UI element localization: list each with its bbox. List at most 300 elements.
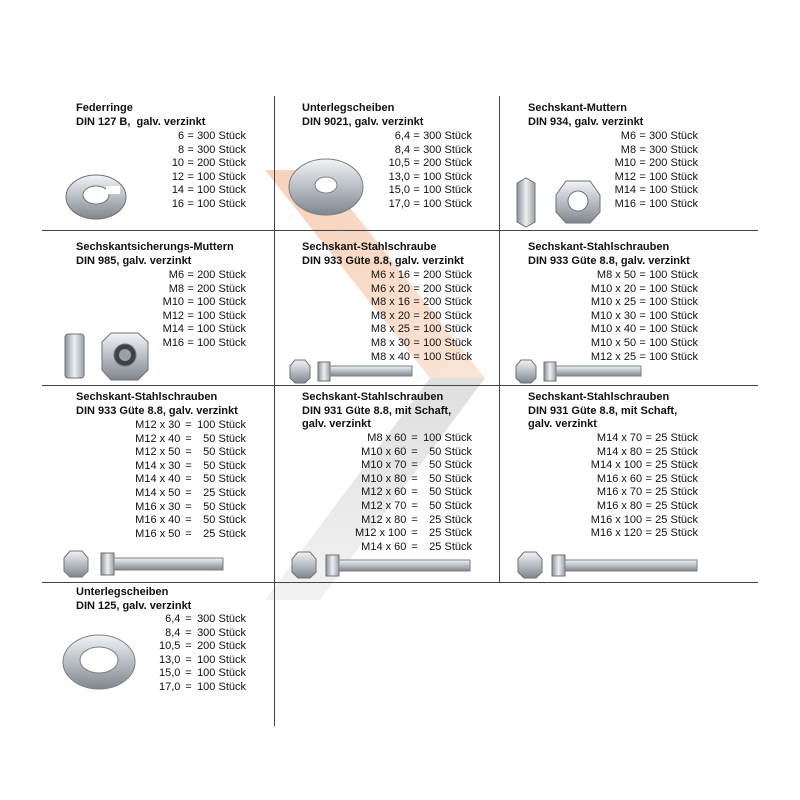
quantity-value: 100	[197, 170, 216, 183]
quantity-value: 100	[197, 309, 216, 322]
product-title	[76, 102, 205, 129]
quantity-row	[172, 184, 246, 198]
unit-label: Stück	[218, 432, 246, 445]
quantity-value: 200	[197, 640, 216, 653]
quantity-value: 25	[655, 486, 668, 499]
unit-label: Stück	[218, 653, 246, 666]
size-value: M16 x 100	[590, 513, 643, 526]
product-title	[528, 102, 643, 129]
quantity-row	[172, 144, 246, 158]
quantity-row	[159, 654, 246, 668]
quantity-list	[355, 432, 472, 554]
product-title-line: Sechskantsicherungs-Muttern	[76, 241, 234, 253]
quantity-value: 25	[655, 472, 668, 485]
unit-label: Stück	[444, 432, 472, 444]
quantity-row	[389, 144, 472, 158]
size-value: M14 x 70	[596, 432, 643, 444]
equals-sign: =	[187, 323, 194, 336]
unit-label: Stück	[670, 157, 698, 170]
shank-bolt-icon	[518, 552, 697, 578]
size-value: M12 x 25	[590, 350, 637, 363]
size-value: M14 x 40	[135, 473, 181, 486]
unit-label: Stück	[444, 540, 472, 553]
quantity-value: 100	[197, 680, 216, 693]
equals-sign: =	[185, 640, 192, 653]
quantity-value: 100	[197, 197, 216, 210]
equals-sign: =	[413, 143, 420, 156]
unit-label: Stück	[218, 130, 246, 142]
quantity-value: 25	[655, 459, 668, 472]
quantity-row	[615, 184, 698, 198]
quantity-row	[371, 283, 472, 297]
quantity-row	[135, 473, 246, 487]
quantity-value: 100	[423, 197, 442, 210]
product-title	[528, 241, 690, 268]
size-value: M14 x 100	[590, 459, 643, 472]
quantity-row	[591, 283, 698, 297]
quantity-value: 100	[649, 269, 668, 281]
size-value: M16 x 120	[590, 527, 643, 540]
equals-sign: =	[187, 184, 194, 197]
unit-label: Stück	[444, 472, 472, 485]
size-value: 17,0	[388, 197, 411, 210]
unit-label: Stück	[218, 640, 246, 653]
quantity-value: 50	[429, 445, 442, 458]
unit-label: Stück	[444, 184, 472, 197]
unit-label: Stück	[218, 282, 246, 295]
quantity-row	[163, 283, 246, 297]
quantity-row	[591, 500, 698, 514]
size-value: M10	[162, 296, 185, 309]
size-value: 8,4	[394, 143, 411, 156]
equals-sign: =	[187, 269, 194, 281]
quantity-value: 100	[197, 184, 216, 197]
quantity-row	[355, 500, 472, 514]
unit-label: Stück	[218, 667, 246, 680]
equals-sign: =	[185, 613, 192, 625]
size-value: M10 x 50	[590, 336, 637, 349]
quantity-row	[591, 337, 698, 351]
large-flat-washer-icon	[289, 159, 363, 215]
quantity-row	[135, 487, 246, 501]
quantity-row	[355, 527, 472, 541]
quantity-value: 300	[423, 130, 442, 142]
quantity-value: 50	[203, 432, 216, 445]
unit-label: Stück	[444, 350, 472, 363]
size-value: 13,0	[388, 170, 411, 183]
quantity-row	[371, 310, 472, 324]
size-value: 6,4	[165, 613, 181, 625]
unit-label: Stück	[444, 513, 472, 526]
equals-sign: =	[413, 336, 420, 349]
quantity-value: 25	[429, 527, 442, 540]
quantity-value: 100	[197, 336, 216, 349]
quantity-row	[135, 514, 246, 528]
unit-label: Stück	[218, 296, 246, 309]
quantity-value: 25	[655, 432, 668, 444]
quantity-row	[163, 296, 246, 310]
equals-sign: =	[413, 184, 420, 197]
unit-label: Stück	[218, 170, 246, 183]
equals-sign: =	[645, 472, 652, 485]
size-value: M16 x 30	[135, 500, 181, 513]
equals-sign: =	[411, 527, 418, 540]
equals-sign: =	[645, 459, 652, 472]
size-value: M12 x 30	[135, 419, 181, 431]
size-value: 6	[177, 130, 185, 142]
product-title-line: DIN 127 B, galv. verzinkt	[76, 115, 206, 128]
hex-bolt-icon	[64, 551, 223, 577]
unit-label: Stück	[444, 499, 472, 512]
quantity-row	[615, 130, 698, 144]
quantity-value: 50	[429, 472, 442, 485]
size-value: M10 x 30	[590, 309, 637, 322]
unit-label: Stück	[444, 269, 472, 281]
lock-nut-icon	[65, 333, 148, 380]
unit-label: Stück	[444, 197, 472, 210]
product-title-line: Unterlegscheiben	[76, 586, 169, 598]
quantity-row	[371, 269, 472, 283]
quantity-row	[591, 323, 698, 337]
quantity-value: 300	[649, 143, 668, 156]
unit-label: Stück	[670, 513, 698, 526]
equals-sign: =	[413, 350, 420, 363]
unit-label: Stück	[218, 419, 246, 431]
size-value: M10 x 80	[361, 472, 407, 485]
unit-label: Stück	[444, 157, 472, 170]
product-title-line: Sechskant-Stahlschrauben	[528, 391, 670, 403]
quantity-value: 50	[203, 459, 216, 472]
quantity-value: 25	[203, 527, 216, 540]
equals-sign: =	[413, 323, 420, 336]
quantity-value: 200	[649, 157, 668, 170]
equals-sign: =	[645, 486, 652, 499]
size-value: M12 x 100	[355, 527, 407, 540]
quantity-value: 25	[429, 513, 442, 526]
product-title	[528, 391, 677, 432]
equals-sign: =	[639, 309, 646, 322]
size-value: 8	[177, 143, 185, 156]
size-value: M14	[614, 184, 637, 197]
equals-sign: =	[411, 486, 418, 499]
equals-sign: =	[645, 513, 652, 526]
quantity-value: 50	[203, 473, 216, 486]
equals-sign: =	[413, 309, 420, 322]
size-value: M14 x 50	[135, 486, 181, 499]
size-value: 10	[171, 157, 185, 170]
equals-sign: =	[411, 540, 418, 553]
quantity-row	[135, 433, 246, 447]
size-value: M16	[162, 336, 185, 349]
product-title-line: galv. verzinkt	[528, 418, 597, 430]
size-value: M8 x 30	[370, 336, 411, 349]
unit-label: Stück	[670, 130, 698, 142]
equals-sign: =	[645, 527, 652, 540]
quantity-value: 100	[197, 419, 216, 431]
product-title-line: Sechskant-Stahlschrauben	[528, 241, 670, 253]
equals-sign: =	[185, 626, 192, 639]
quantity-row	[163, 337, 246, 351]
quantity-row	[591, 296, 698, 310]
equals-sign: =	[185, 527, 192, 540]
quantity-value: 25	[655, 445, 668, 458]
product-title-line: DIN 933 Güte 8.8, galv. verzinkt	[302, 254, 464, 267]
quantity-value: 100	[423, 350, 442, 363]
quantity-value: 50	[203, 446, 216, 459]
quantity-row	[591, 486, 698, 500]
quantity-list	[172, 130, 246, 212]
product-title-line: DIN 931 Güte 8.8, mit Schaft,	[528, 404, 678, 417]
equals-sign: =	[645, 432, 652, 444]
product-title-line: DIN 931 Güte 8.8, mit Schaft,	[302, 404, 452, 417]
unit-label: Stück	[444, 143, 472, 156]
product-title-line: DIN 933 Güte 8.8, galv. verzinkt	[528, 254, 690, 267]
size-value: M6	[620, 130, 637, 142]
equals-sign: =	[411, 432, 418, 444]
unit-label: Stück	[218, 680, 246, 693]
unit-label: Stück	[218, 197, 246, 210]
quantity-row	[172, 171, 246, 185]
equals-sign: =	[185, 473, 192, 486]
equals-sign: =	[185, 486, 192, 499]
equals-sign: =	[187, 143, 194, 156]
quantity-row	[371, 323, 472, 337]
quantity-row	[355, 473, 472, 487]
equals-sign: =	[187, 197, 194, 210]
unit-label: Stück	[218, 157, 246, 170]
unit-label: Stück	[444, 336, 472, 349]
product-title	[302, 102, 423, 129]
equals-sign: =	[187, 130, 194, 142]
size-value: M8 x 40	[370, 350, 411, 363]
size-value: M10 x 40	[590, 323, 637, 336]
quantity-row	[591, 527, 698, 541]
size-value: M16 x 80	[596, 499, 643, 512]
quantity-row	[355, 514, 472, 528]
unit-label: Stück	[670, 184, 698, 197]
quantity-row	[591, 310, 698, 324]
size-value: M12 x 50	[135, 446, 181, 459]
size-value: M8	[620, 143, 637, 156]
unit-label: Stück	[670, 197, 698, 210]
product-title-line: Unterlegscheiben	[302, 102, 395, 114]
unit-label: Stück	[218, 626, 246, 639]
size-value: M8 x 20	[370, 309, 411, 322]
quantity-row	[591, 432, 698, 446]
size-value: 14	[171, 184, 185, 197]
size-value: M10 x 20	[590, 282, 637, 295]
product-title-line: Federringe	[76, 102, 133, 114]
size-value: 8,4	[165, 626, 181, 639]
equals-sign: =	[185, 419, 192, 431]
product-title	[302, 391, 451, 432]
equals-sign: =	[413, 170, 420, 183]
quantity-row	[135, 528, 246, 542]
quantity-row	[172, 157, 246, 171]
equals-sign: =	[645, 499, 652, 512]
quantity-value: 25	[655, 513, 668, 526]
product-title-line: Sechskant-Muttern	[528, 102, 628, 114]
unit-label: Stück	[670, 445, 698, 458]
size-value: M16 x 60	[596, 472, 643, 485]
quantity-value: 300	[197, 143, 216, 156]
unit-label: Stück	[218, 143, 246, 156]
equals-sign: =	[413, 197, 420, 210]
unit-label: Stück	[444, 445, 472, 458]
equals-sign: =	[639, 323, 646, 336]
equals-sign: =	[185, 500, 192, 513]
quantity-row	[591, 446, 698, 460]
quantity-value: 100	[649, 197, 668, 210]
quantity-value: 100	[649, 309, 668, 322]
quantity-row	[615, 157, 698, 171]
quantity-row	[591, 473, 698, 487]
quantity-row	[389, 171, 472, 185]
quantity-row	[355, 486, 472, 500]
quantity-value: 100	[649, 350, 668, 363]
unit-label: Stück	[444, 130, 472, 142]
size-value: M12 x 70	[361, 499, 407, 512]
size-value: M6	[168, 269, 185, 281]
size-value: M14 x 60	[361, 540, 407, 553]
unit-label: Stück	[218, 473, 246, 486]
quantity-value: 200	[197, 269, 216, 281]
size-value: 15,0	[159, 667, 181, 680]
quantity-value: 100	[197, 323, 216, 336]
product-title-line: Sechskant-Stahlschrauben	[76, 391, 218, 403]
size-value: M10 x 70	[361, 459, 407, 472]
quantity-value: 100	[423, 170, 442, 183]
product-title-line: DIN 9021, galv. verzinkt	[302, 115, 424, 128]
equals-sign: =	[639, 350, 646, 363]
quantity-list	[159, 613, 246, 695]
equals-sign: =	[411, 499, 418, 512]
quantity-value: 100	[197, 667, 216, 680]
quantity-value: 200	[423, 269, 442, 281]
size-value: M10	[614, 157, 637, 170]
unit-label: Stück	[670, 282, 698, 295]
quantity-value: 100	[649, 282, 668, 295]
size-value: M16 x 40	[135, 514, 181, 527]
quantity-value: 200	[197, 157, 216, 170]
size-value: 17,0	[159, 680, 181, 693]
quantity-value: 25	[655, 527, 668, 540]
equals-sign: =	[413, 269, 420, 281]
size-value: M10 x 25	[590, 296, 637, 309]
unit-label: Stück	[444, 527, 472, 540]
quantity-row	[389, 184, 472, 198]
quantity-value: 200	[197, 282, 216, 295]
unit-label: Stück	[444, 296, 472, 309]
product-title-line: Sechskant-Stahlschraube	[302, 241, 437, 253]
product-title-line: DIN 934, galv. verzinkt	[528, 115, 644, 128]
quantity-value: 100	[197, 653, 216, 666]
quantity-row	[591, 351, 698, 365]
quantity-value: 100	[423, 184, 442, 197]
quantity-row	[159, 627, 246, 641]
size-value: M6 x 20	[370, 282, 411, 295]
quantity-value: 300	[649, 130, 668, 142]
product-title	[76, 586, 191, 613]
quantity-row	[355, 432, 472, 446]
flat-washer-icon	[63, 635, 135, 689]
quantity-value: 200	[423, 309, 442, 322]
equals-sign: =	[187, 157, 194, 170]
unit-label: Stück	[670, 323, 698, 336]
size-value: M12	[614, 170, 637, 183]
unit-label: Stück	[444, 170, 472, 183]
quantity-list	[591, 432, 698, 541]
quantity-row	[355, 541, 472, 555]
quantity-row	[591, 269, 698, 283]
equals-sign: =	[413, 130, 420, 142]
size-value: 13,0	[159, 653, 181, 666]
quantity-row	[591, 459, 698, 473]
equals-sign: =	[185, 653, 192, 666]
quantity-list	[389, 130, 472, 212]
quantity-row	[163, 269, 246, 283]
equals-sign: =	[639, 157, 646, 170]
size-value: M8 x 25	[370, 323, 411, 336]
quantity-row	[172, 130, 246, 144]
quantity-value: 50	[203, 500, 216, 513]
quantity-value: 50	[429, 486, 442, 499]
quantity-list	[163, 269, 246, 351]
quantity-row	[163, 323, 246, 337]
unit-label: Stück	[670, 472, 698, 485]
unit-label: Stück	[218, 527, 246, 540]
unit-label: Stück	[444, 323, 472, 336]
equals-sign: =	[411, 445, 418, 458]
equals-sign: =	[413, 296, 420, 309]
equals-sign: =	[639, 170, 646, 183]
unit-label: Stück	[670, 459, 698, 472]
unit-label: Stück	[218, 309, 246, 322]
unit-label: Stück	[670, 309, 698, 322]
equals-sign: =	[413, 157, 420, 170]
size-value: 12	[171, 170, 185, 183]
quantity-value: 100	[197, 296, 216, 309]
equals-sign: =	[187, 282, 194, 295]
quantity-row	[591, 514, 698, 528]
shank-bolt-icon	[292, 552, 470, 578]
size-value: M8	[168, 282, 185, 295]
unit-label: Stück	[218, 184, 246, 197]
size-value: 10,5	[159, 640, 181, 653]
unit-label: Stück	[218, 323, 246, 336]
quantity-value: 25	[429, 540, 442, 553]
unit-label: Stück	[670, 336, 698, 349]
quantity-value: 300	[197, 613, 216, 625]
unit-label: Stück	[218, 269, 246, 281]
size-value: M8 x 16	[370, 296, 411, 309]
equals-sign: =	[639, 269, 646, 281]
unit-label: Stück	[218, 446, 246, 459]
quantity-value: 100	[649, 296, 668, 309]
equals-sign: =	[639, 296, 646, 309]
quantity-row	[615, 144, 698, 158]
product-title-line: Sechskant-Stahlschrauben	[302, 391, 444, 403]
quantity-value: 300	[423, 143, 442, 156]
product-title	[76, 241, 234, 268]
quantity-row	[355, 446, 472, 460]
unit-label: Stück	[218, 486, 246, 499]
equals-sign: =	[185, 680, 192, 693]
unit-label: Stück	[670, 499, 698, 512]
quantity-value: 25	[203, 486, 216, 499]
unit-label: Stück	[670, 350, 698, 363]
equals-sign: =	[639, 197, 646, 210]
